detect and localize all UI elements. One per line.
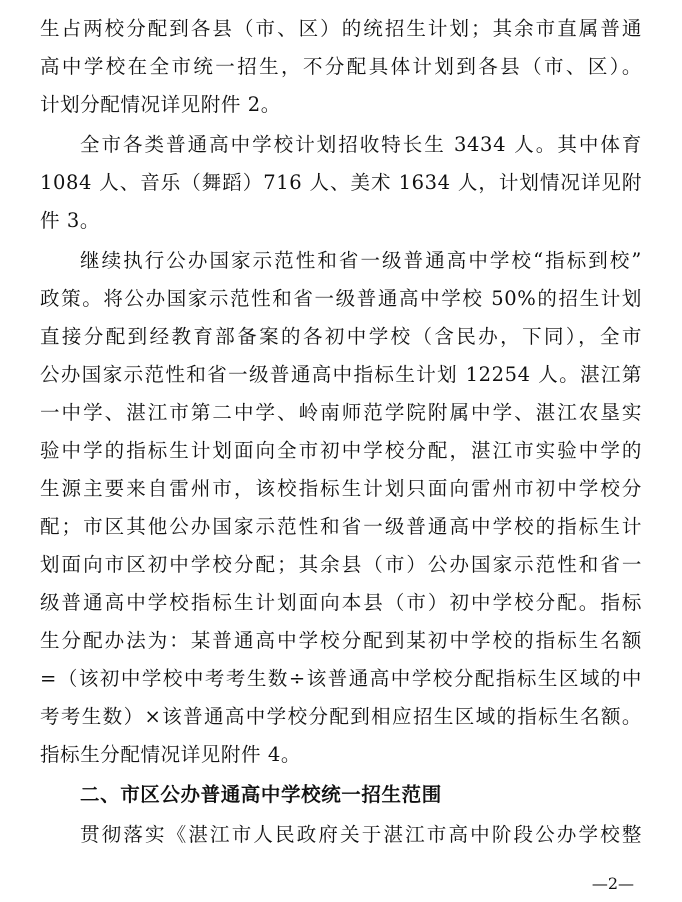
text-line: 划面向市区初中学校分配；其余县（市）公办国家示范性和省一: [40, 553, 642, 576]
section-heading: 二、市区公办普通高中学校统一招生范围: [80, 783, 442, 806]
text-line: 一中学、湛江市第二中学、岭南师范学院附属中学、湛江农垦实: [40, 401, 642, 424]
text-line: 生分配办法为：某普通高中学校分配到某初中学校的指标生名额: [40, 629, 642, 652]
text-line: 验中学的指标生计划面向全市初中学校分配，湛江市实验中学的: [40, 439, 642, 462]
text-line: 公办国家示范性和省一级普通高中指标生计划 12254 人。湛江第: [40, 363, 642, 386]
paragraph-first-line: 继续执行公办国家示范性和省一级普通高中学校“指标到校”: [80, 249, 642, 272]
text-line: 件 3。: [40, 209, 101, 232]
text-line: 政策。将公办国家示范性和省一级普通高中学校 50%的招生计划: [40, 287, 642, 310]
text-line: 1084 人、音乐（舞蹈）716 人、美术 1634 人，计划情况详见附: [40, 171, 642, 194]
paragraph-first-line: 贯彻落实《湛江市人民政府关于湛江市高中阶段公办学校整: [80, 823, 642, 846]
page-number: —2—: [591, 874, 634, 893]
text-line: 配；市区其他公办国家示范性和省一级普通高中学校的指标生计: [40, 515, 642, 538]
text-line: 直接分配到经教育部备案的各初中学校（含民办，下同），全市: [40, 325, 642, 348]
text-line: 指标生分配情况详见附件 4。: [40, 743, 302, 766]
text-line: 生占两校分配到各县（市、区）的统招生计划；其余市直属普通: [40, 17, 642, 40]
paragraph-first-line: 全市各类普通高中学校计划招收特长生 3434 人。其中体育: [80, 133, 642, 156]
text-line: 计划分配情况详见附件 2。: [40, 93, 281, 116]
text-line: 考考生数）×该普通高中学校分配到相应招生区域的指标生名额。: [40, 705, 642, 728]
text-line: 级普通高中学校指标生计划面向本县（市）初中学校分配。指标: [40, 591, 642, 614]
text-line: 生源主要来自雷州市，该校指标生计划只面向雷州市初中学校分: [40, 477, 642, 500]
text-line: 高中学校在全市统一招生，不分配具体计划到各县（市、区）。: [40, 55, 642, 78]
text-line: =（该初中学校中考考生数÷该普通高中学校分配指标生区域的中: [40, 667, 642, 690]
